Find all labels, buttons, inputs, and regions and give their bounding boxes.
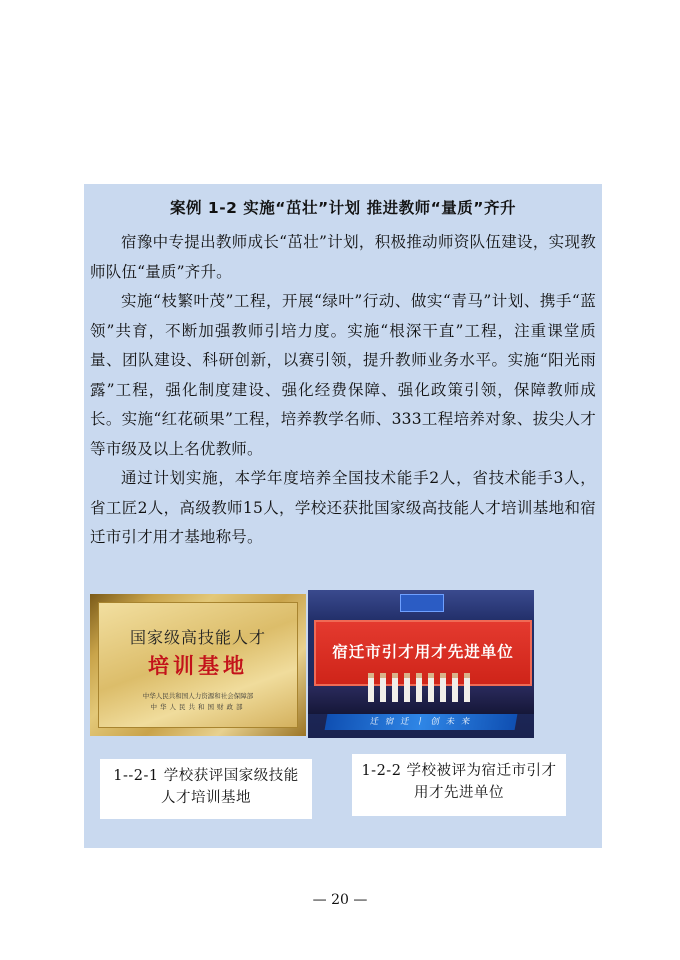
- case-paragraph-3: 通过计划实施，本学年度培养全国技术能手2人，省技术能手3人，省工匠2人，高级教师15人，学校还获批国家级高技能人才培训基地和宿迁市引才用才基地称号。: [90, 469, 596, 546]
- person: [404, 673, 410, 702]
- award-stage-photo: [308, 590, 534, 738]
- person: [416, 673, 422, 702]
- person: [440, 673, 446, 702]
- plaque-photo: [90, 594, 306, 736]
- plaque-line-4: 中华人民共和国财政部: [150, 703, 246, 711]
- stage-screen-text: 宿迁市引才用才先进单位: [332, 643, 514, 661]
- case-title: 案例 1-2 实施“茁壮”计划 推进教师“量质”齐升: [170, 199, 516, 217]
- plaque-line-3: 中华人民共和国人力资源和社会保障部: [142, 692, 254, 700]
- caption-stage: 1-2-2 学校被评为宿迁市引才用才先进单位: [352, 754, 566, 816]
- person: [452, 673, 458, 702]
- person: [380, 673, 386, 702]
- person: [392, 673, 398, 702]
- stage-banner: 迁 宿 迁 丨 创 未 来: [325, 714, 518, 730]
- award-recipients: [368, 674, 478, 702]
- page-number: — 20 —: [312, 892, 368, 908]
- top-screen: [400, 594, 444, 612]
- person: [428, 673, 434, 702]
- plaque-line-1: 国家级高技能人才: [129, 628, 266, 647]
- person: [464, 673, 470, 702]
- person: [368, 673, 374, 702]
- case-paragraph-2: 实施“枝繁叶茂”工程，开展“绿叶”行动、做实“青马”计划、携手“蓝领”共育，不断加强教师引培力度。实施“根深干直”工程，注重课堂质量、团队建设、科研创新，以赛引领，提升教师业务水平。实施“阳光雨露”工程，强化制度建设、强化经费保障、强化政策引领，保障教师成长。实施“红花硕果”工程，培养教学名师、333工程培养对象、拔尖人才等市级及以上名优教师。: [90, 292, 596, 458]
- gold-plaque: [98, 602, 298, 728]
- case-box: [84, 184, 602, 848]
- case-paragraph-1: 宿豫中专提出教师成长“茁壮”计划，积极推动师资队伍建设，实现教师队伍“量质”齐升。: [90, 233, 596, 281]
- caption-plaque: 1--2-1 学校获评国家级技能人才培训基地: [100, 759, 312, 819]
- case-body: [90, 228, 596, 553]
- plaque-line-2: 培训基地: [148, 653, 248, 678]
